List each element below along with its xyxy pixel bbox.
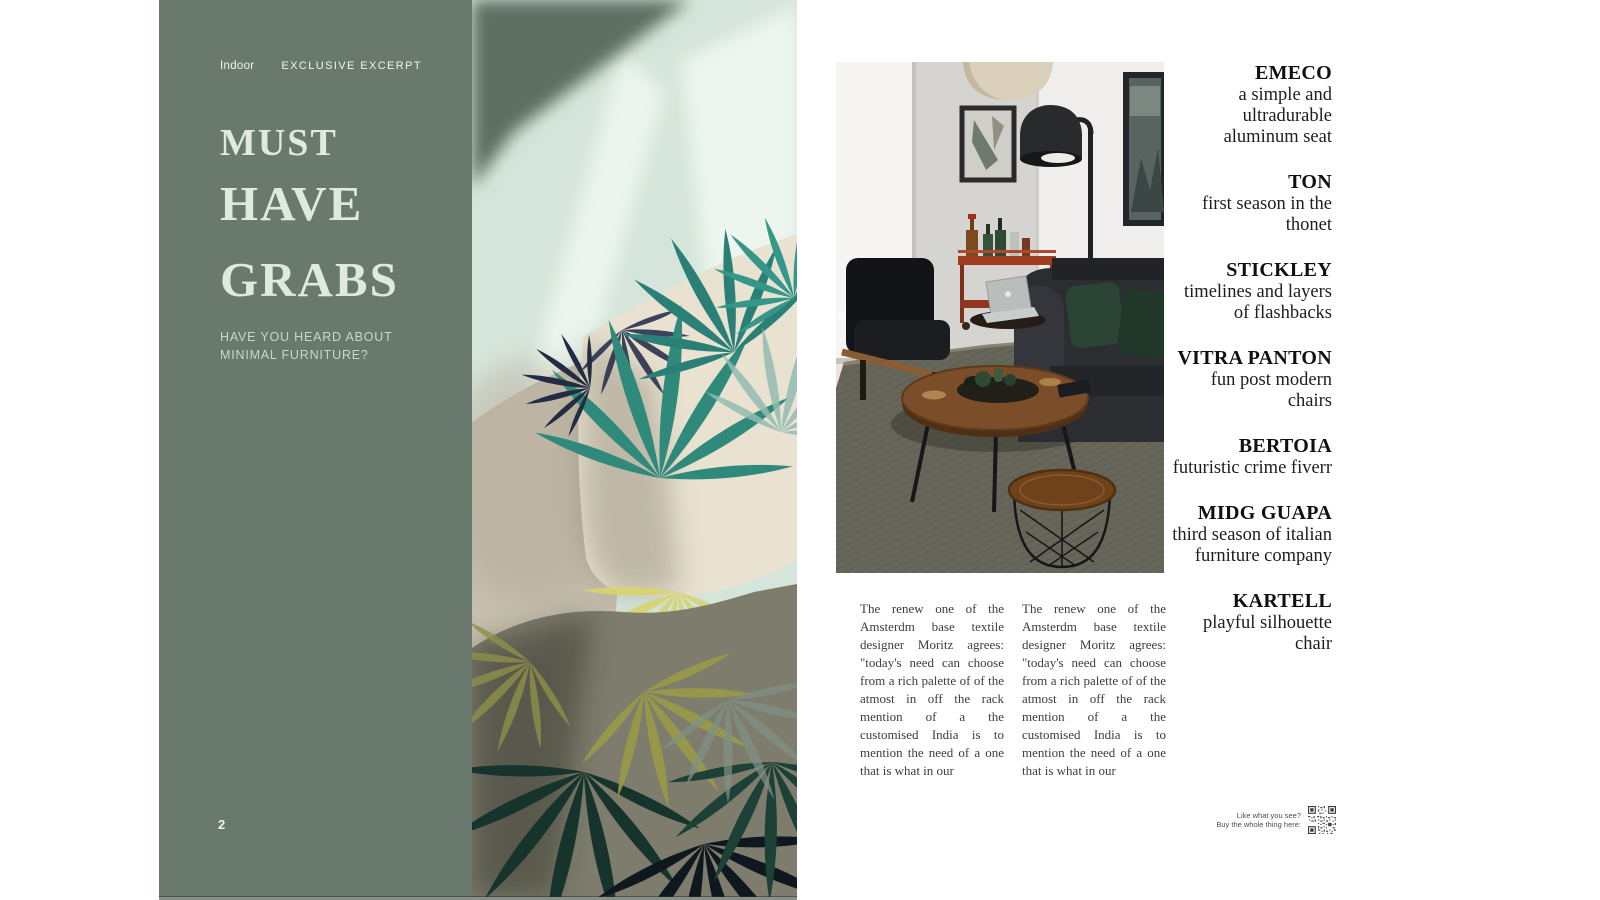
brand-name: VITRA PANTON [1177,347,1332,369]
cover-subtitle-line-2: MINIMAL FURNITURE? [220,348,369,362]
cover-title-line-1: MUST [220,122,338,164]
cover-title-line-3: GRABS [220,252,399,307]
brand-description: futuristic crime fiverr [1172,458,1332,478]
brand-name: EMECO [1254,62,1332,84]
pillow-photo [472,0,797,897]
qr-caption-line-2: Buy the whole thing here: [1216,820,1301,829]
palm-leaf-pillow-shadowed [472,584,797,897]
cover-title [220,122,399,307]
brand-item-ton [1170,170,1332,236]
brand-list [1170,61,1332,677]
cover-subtitle-line-1: HAVE YOU HEARD ABOUT [220,330,393,344]
qr-caption [1178,811,1301,830]
brand-name: KARTELL [1232,590,1332,612]
left-cover-panel [159,0,472,897]
brand-description: timelines and layers of flashbacks [1184,282,1332,323]
brand-name: BERTOIA [1238,435,1332,457]
page-number: 2 [218,817,226,832]
qr-code-icon [1308,806,1336,834]
article-column-1: The renew one of the Amsterdm base textile designer Moritz agrees: "today's need can choose from a rich palette of of the atmost in off the rack mention of a the customised India is to mention the need of a one that is what in our [860,601,1004,778]
tagline-label: EXCLUSIVE EXCERPT [281,60,422,72]
brand-item-bertoia [1170,434,1332,479]
qr-footer [1178,806,1336,834]
forest-photo-frame [1126,75,1164,223]
brand-item-midg-guapa [1170,501,1332,567]
brand-description: a simple and ultradurable aluminum seat [1223,85,1332,147]
brand-description: third season of italian furniture company [1172,525,1332,566]
article-column-2: The renew one of the Amsterdm base textile designer Moritz agrees: "today's need can choose from a rich palette of of the atmost in off the rack mention of a the customised India is to mention the need of a one that is what in our [1022,601,1166,778]
pillow-photo-art [472,0,797,897]
cover-title-line-2: HAVE [220,176,364,231]
living-room-photo [836,62,1164,573]
cover-subtitle [220,328,393,364]
brand-description: fun post modern chairs [1210,370,1332,411]
qr-caption-line-1: Like what you see? [1236,810,1301,820]
brand-item-emeco [1170,61,1332,148]
wall-art-frame [962,108,1014,180]
living-room-art [836,62,1164,573]
brand-description: first season in the thonet [1202,194,1332,235]
brand-description: playful silhouette chair [1203,613,1332,654]
brand-name: TON [1288,171,1332,193]
page-edge-shadow [159,896,797,900]
category-label: Indoor [220,60,255,72]
brand-item-kartell [1170,589,1332,655]
brand-item-stickley [1170,258,1332,324]
brand-name: MIDG GUAPA [1197,502,1332,524]
cover-kicker [220,60,422,72]
brand-name: STICKLEY [1226,259,1332,281]
brand-item-vitra-panton [1170,346,1332,412]
